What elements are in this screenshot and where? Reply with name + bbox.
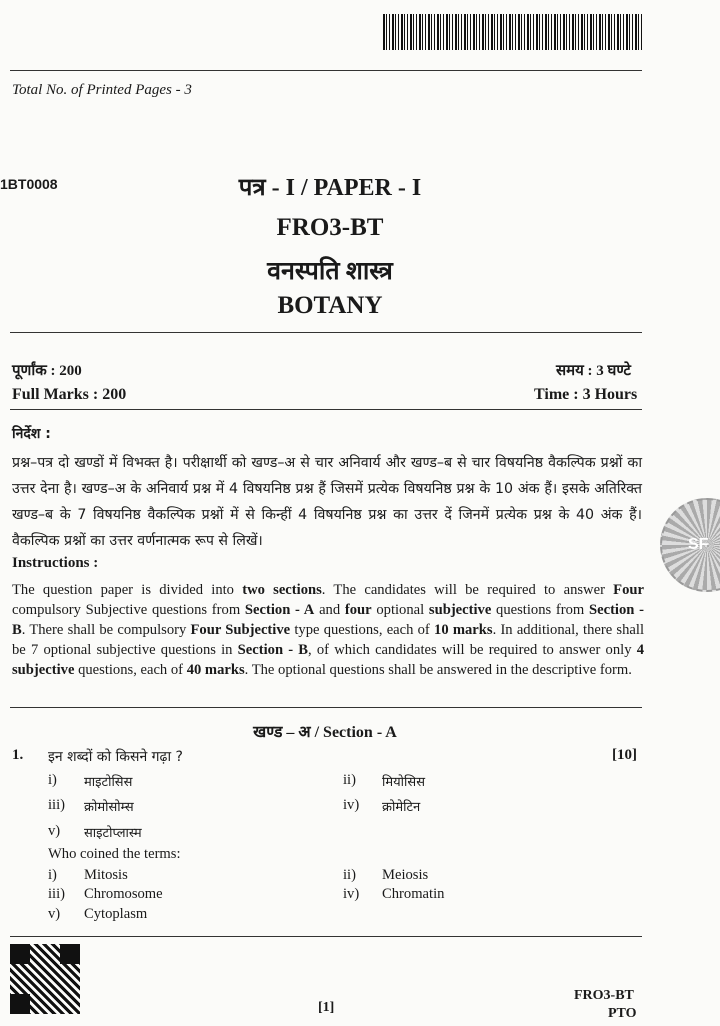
footer-code: FRO3-BT (574, 988, 634, 1003)
instructions-hindi-heading: निर्देश : (12, 426, 51, 442)
option-label: iv) (343, 886, 360, 902)
option-label: v) (48, 906, 61, 922)
time-english: Time : 3 Hours (534, 386, 638, 403)
barcode (383, 14, 644, 50)
option-label: ii) (343, 772, 356, 788)
instructions-english-text: The question paper is divided into two sections. The candidates will be required to answer Four compulsory Subjective questions from Section - A and four optional subjective questions from Section - B. There shall be compulsory Four Subjective type questions, each of 10 marks. In additional, there shall be 7 optional subjective questions in Section - B, of which candidates will be required to answer only 4 subjective questions, each of 40 marks. The optional questions shall be answered in the descriptive form. (12, 582, 645, 678)
section-heading: खण्ड – अ / Section - A (253, 724, 397, 741)
subject-hindi: वनस्पति शास्त्र (267, 258, 393, 285)
option-text: साइटोप्लास्म (84, 826, 142, 841)
instructions-english-heading: Instructions : (12, 555, 99, 571)
page-number: [1] (318, 1000, 335, 1015)
section-rule (10, 707, 642, 708)
option-text: Mitosis (84, 867, 128, 883)
option-label: iii) (48, 886, 66, 902)
option-label: i) (48, 867, 57, 883)
option-text: क्रोमेटिन (382, 800, 421, 815)
header-rule (10, 332, 642, 333)
option-text: क्रोमोसोम्स (84, 800, 134, 815)
option-label: iii) (48, 797, 66, 813)
option-text: मियोसिस (382, 775, 425, 790)
option-text: Cytoplasm (84, 906, 148, 922)
marks-rule (10, 409, 642, 410)
paper-code: 1BT0008 (0, 176, 58, 192)
option-text: Chromosome (84, 886, 163, 902)
seal-text: SF (688, 536, 709, 553)
option-label: ii) (343, 867, 356, 883)
marks-english: Full Marks : 200 (12, 386, 127, 403)
subject-code: FRO3-BT (276, 214, 384, 241)
time-hindi: समय : 3 घण्टे (556, 363, 631, 379)
paper-title: पत्र - I / PAPER - I (238, 175, 422, 201)
option-label: i) (48, 772, 57, 788)
option-text: माइटोसिस (84, 775, 133, 790)
option-label: iv) (343, 797, 360, 813)
footer-pto: PTO (608, 1006, 637, 1021)
option-text: Meiosis (382, 867, 429, 883)
marks-hindi: पूर्णांक : 200 (12, 363, 82, 379)
qr-code (10, 944, 80, 1014)
option-text: Chromatin (382, 886, 445, 902)
question-text-english: Who coined the terms: (48, 846, 181, 862)
option-label: v) (48, 823, 61, 839)
question-text-hindi: इन शब्दों को किसने गढ़ा ? (48, 749, 183, 765)
question-marks: [10] (612, 747, 637, 763)
total-pages: Total No. of Printed Pages - 3 (12, 82, 192, 98)
subject-english: BOTANY (277, 292, 383, 319)
top-rule (10, 70, 642, 71)
question-number: 1. (12, 747, 24, 763)
instructions-hindi-text: प्रश्न–पत्र दो खण्डों में विभक्त है। परीक्षार्थी को खण्ड–अ से चार अनिवार्य और खण्ड–ब से चार विषयनिष्ठ वैकल्पिक प्रश्नों का उत्तर देना है। खण्ड–अ के अनिवार्य प्रश्न में 4 विषयनिष्ठ प्रश्न हैं जिसमें प्रत्येक विषयनिष्ठ प्रश्न के 10 अंक हैं। इसके अतिरिक्त खण्ड–ब के 7 विषयनिष्ठ वैकल्पिक प्रश्नों में से किन्हीं 4 विषयनिष्ठ प्रश्न का उत्तर दें जिनमें प्रत्येक प्रश्न के 40 अंक हैं। वैकल्पिक प्रश्नों का उत्तर वर्णनात्मक रूप से लिखें। (12, 455, 642, 549)
bottom-rule (10, 936, 642, 937)
